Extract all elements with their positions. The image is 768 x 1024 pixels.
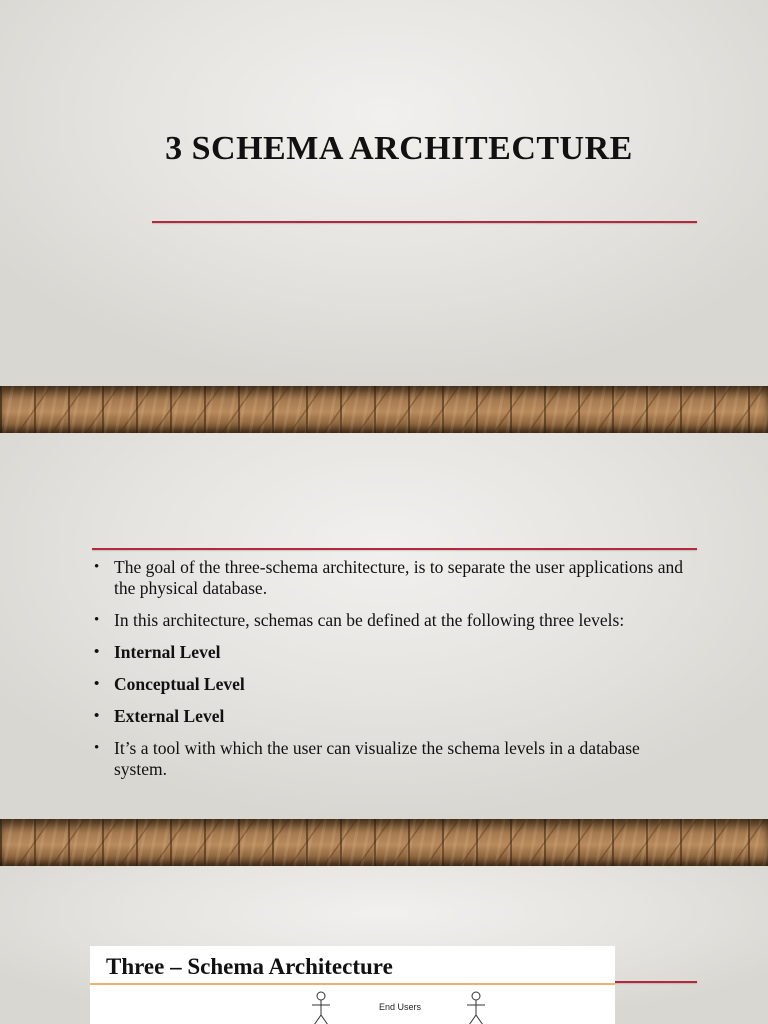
wood-floor-divider <box>0 819 768 866</box>
bullet-item: • The goal of the three-schema architecture, is to separate the user applications and the physical database. <box>92 557 692 599</box>
wood-floor-divider <box>0 386 768 433</box>
end-user-icon <box>309 991 333 1024</box>
end-user-icon <box>464 991 488 1024</box>
end-users-label: End Users <box>379 1002 422 1012</box>
bullet-item: • In this architecture, schemas can be defined at the following three levels: <box>92 610 692 631</box>
content-top-rule <box>92 548 697 550</box>
bullet-item-external-level: • External Level <box>92 706 692 727</box>
bullet-item: • It’s a tool with which the user can visualize the schema levels in a database system. <box>92 738 692 780</box>
diagram-title: Three – Schema Architecture <box>106 954 393 979</box>
title-underline <box>152 221 697 223</box>
diagram-title-rule <box>90 983 615 985</box>
architecture-diagram-image <box>90 946 615 1024</box>
slide-1 <box>0 0 768 386</box>
bullet-list <box>92 557 692 791</box>
bullet-item-conceptual-level: • Conceptual Level <box>92 674 692 695</box>
bullet-item-internal-level: • Internal Level <box>92 642 692 663</box>
slide-title: 3 SCHEMA ARCHITECTURE <box>165 130 633 167</box>
